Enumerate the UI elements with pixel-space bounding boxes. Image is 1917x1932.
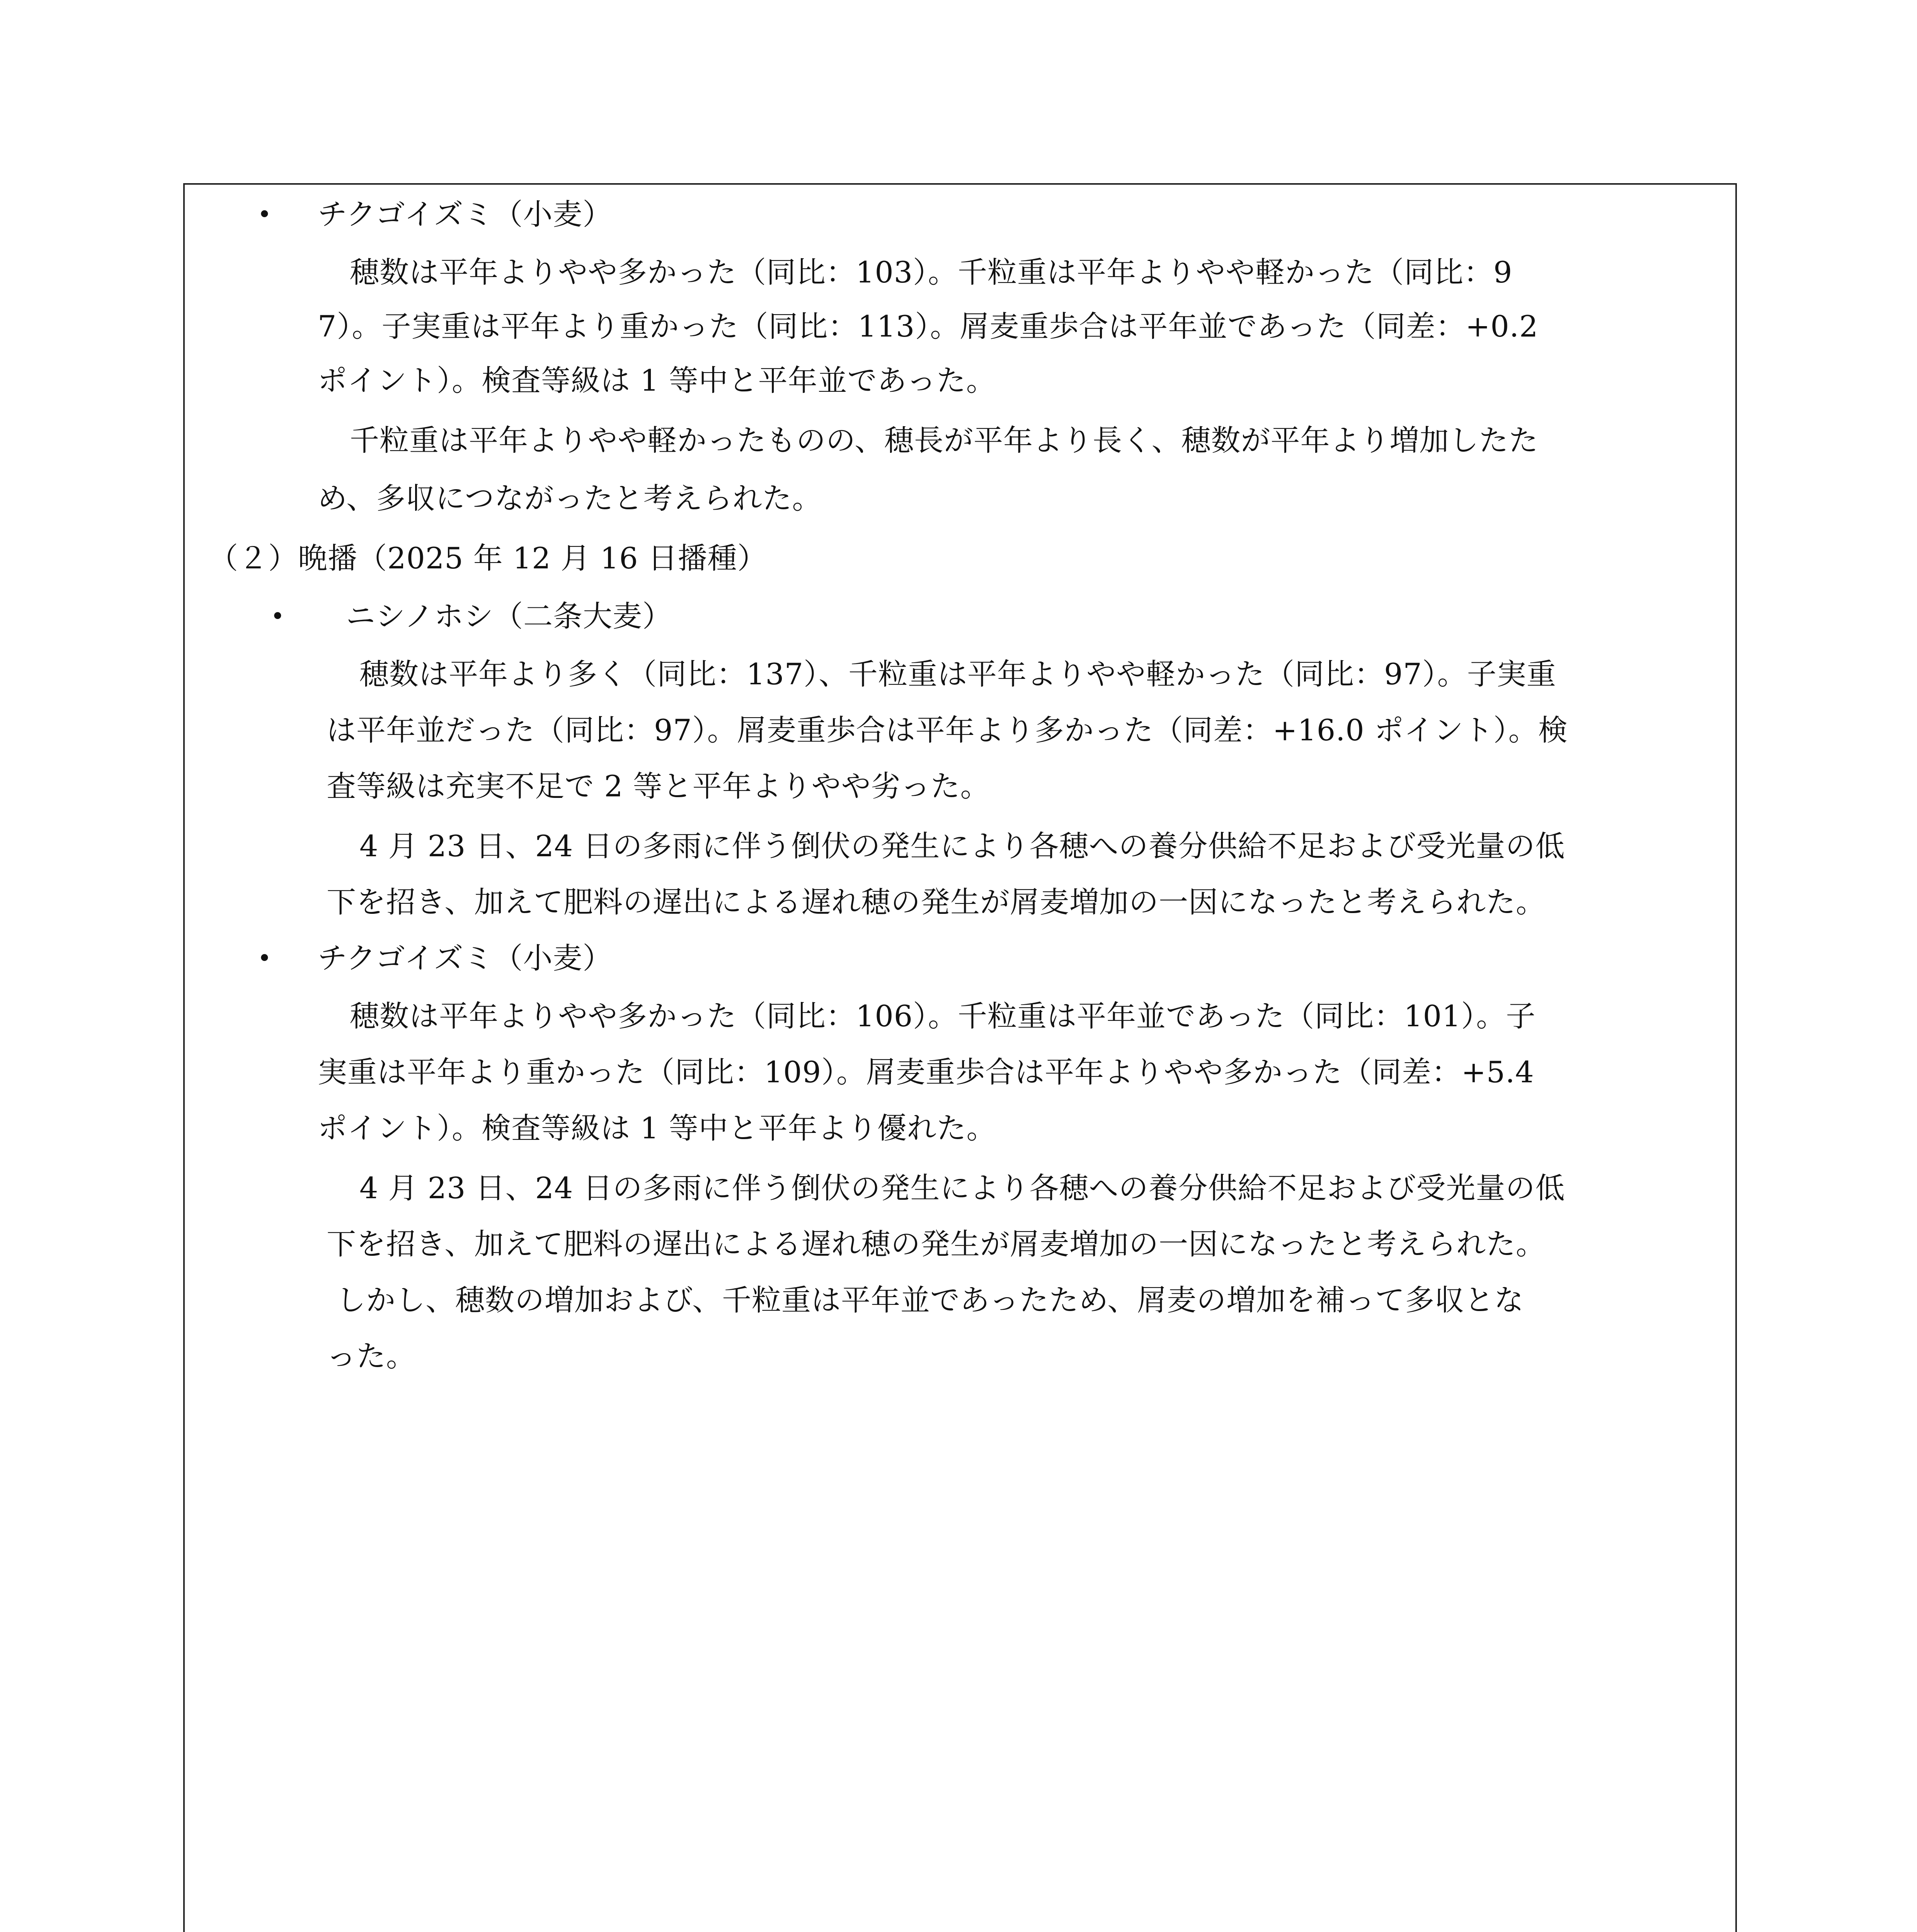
bullet-icon: • bbox=[257, 200, 272, 228]
paragraph-line: め、多収につながったと考えられた。 bbox=[318, 481, 822, 515]
paragraph-line: 実重は平年より重かった（同比：109）。屑麦重歩合は平年よりやや多かった（同差：+5.4 bbox=[318, 1055, 1534, 1089]
paragraph-line: 穂数は平年よりやや多かった（同比：103）。千粒重は平年よりやや軽かった（同比：9 bbox=[350, 255, 1513, 289]
section-heading-late-sown: （２）晩播（2025 年 12 月 16 日播種） bbox=[209, 541, 767, 575]
paragraph-line: 4 月 23 日、24 日の多雨に伴う倒伏の発生により各穂への養分供給不足および受光量の低 bbox=[359, 829, 1565, 863]
paragraph-line: 下を招き、加えて肥料の遅出による遅れ穂の発生が屑麦増加の一因になったと考えられた。 bbox=[327, 885, 1546, 919]
paragraph-line: 千粒重は平年よりやや軽かったものの、穂長が平年より長く、穂数が平年より増加したた bbox=[350, 423, 1539, 457]
paragraph-line: 4 月 23 日、24 日の多雨に伴う倒伏の発生により各穂への養分供給不足および受光量の低 bbox=[359, 1171, 1565, 1205]
variety-heading-chikugoizumi-early: チクゴイズミ（小麦） bbox=[318, 197, 613, 231]
paragraph-line: 査等級は充実不足で 2 等と平年よりやや劣った。 bbox=[327, 769, 990, 803]
variety-heading-chikugoizumi-late: チクゴイズミ（小麦） bbox=[318, 941, 613, 975]
paragraph-line: ポイント）。検査等級は 1 等中と平年より優れた。 bbox=[318, 1111, 996, 1145]
bullet-icon: • bbox=[257, 944, 272, 972]
paragraph-line: 穂数は平年より多く（同比：137）、千粒重は平年よりやや軽かった（同比：97）。子実重 bbox=[359, 657, 1556, 691]
paragraph-line: 7）。子実重は平年より重かった（同比：113）。屑麦重歩合は平年並であった（同差：+0.2 bbox=[318, 309, 1539, 344]
paragraph-line: しかし、穂数の増加および、千粒重は平年並であったため、屑麦の増加を補って多収とな bbox=[336, 1283, 1524, 1317]
paragraph-line: は平年並だった（同比：97）。屑麦重歩合は平年より多かった（同差：+16.0 ポイント）。検 bbox=[327, 713, 1568, 747]
variety-heading-nishinohoshi: ニシノホシ（二条大麦） bbox=[346, 599, 672, 633]
bullet-icon: • bbox=[271, 602, 285, 630]
paragraph-line: ポイント）。検査等級は 1 等中と平年並であった。 bbox=[318, 363, 996, 398]
paragraph-line: 穂数は平年よりやや多かった（同比：106）。千粒重は平年並であった（同比：101）。子 bbox=[350, 999, 1536, 1033]
paragraph-line: った。 bbox=[327, 1339, 416, 1373]
paragraph-line: 下を招き、加えて肥料の遅出による遅れ穂の発生が屑麦増加の一因になったと考えられた。 bbox=[327, 1227, 1546, 1261]
